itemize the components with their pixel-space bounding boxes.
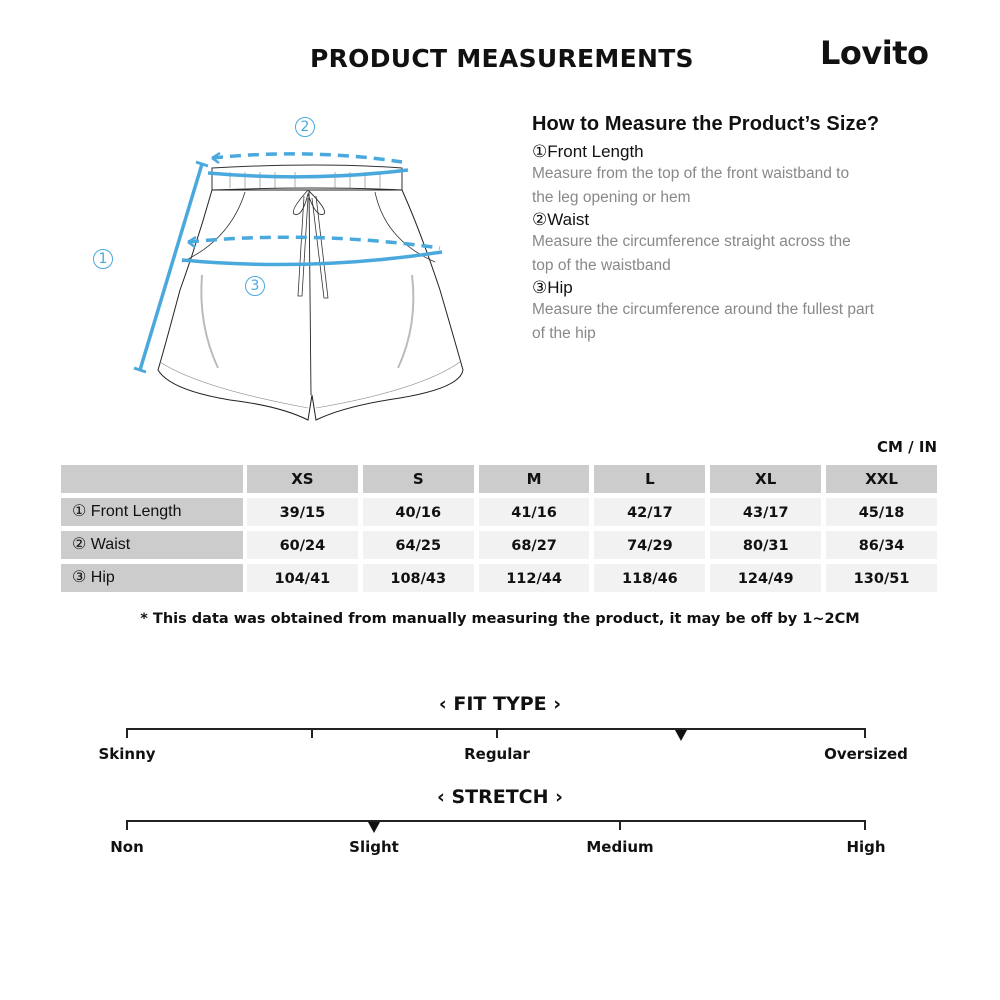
scale-tick xyxy=(619,820,621,830)
waist-desc-1: Measure the circumference straight across the xyxy=(532,233,851,250)
page-title: PRODUCT MEASUREMENTS xyxy=(310,44,694,73)
stretch-label-slight: Slight xyxy=(349,838,399,856)
waist-marker-label: 2 xyxy=(295,117,315,137)
waist-desc-2: top of the waistband xyxy=(532,257,671,274)
stretch-scale xyxy=(127,820,866,830)
fit-type-scale xyxy=(127,728,866,738)
stretch-label-medium: Medium xyxy=(586,838,654,856)
table-cell: 112/44 xyxy=(479,564,590,592)
stretch-indicator-icon xyxy=(368,822,380,833)
front-length-title: ①Front Length xyxy=(532,142,644,161)
table-cell: 80/31 xyxy=(710,531,821,559)
table-row xyxy=(61,564,937,592)
fit-label-skinny: Skinny xyxy=(98,745,156,763)
table-cell: 40/16 xyxy=(363,498,474,526)
size-table xyxy=(61,465,937,597)
shorts-diagram xyxy=(80,110,480,430)
size-header-s: S xyxy=(363,465,474,493)
scale-tick xyxy=(126,820,128,830)
unit-label: CM / IN xyxy=(877,438,937,456)
how-to-measure-panel xyxy=(532,113,932,346)
hip-marker-label: 3 xyxy=(245,276,265,296)
hip-desc-1: Measure the circumference around the fullest part xyxy=(532,301,875,318)
size-header-xs: XS xyxy=(247,465,358,493)
table-row xyxy=(61,531,937,559)
table-cell: 43/17 xyxy=(710,498,821,526)
hip-title: ③Hip xyxy=(532,278,573,297)
table-cell: 124/49 xyxy=(710,564,821,592)
table-row xyxy=(61,498,937,526)
row-label-waist: ② Waist xyxy=(61,531,243,559)
stretch-title: ‹ STRETCH › xyxy=(437,786,563,808)
table-cell: 86/34 xyxy=(826,531,937,559)
table-cell: 42/17 xyxy=(594,498,705,526)
table-cell: 104/41 xyxy=(247,564,358,592)
size-header-xxl: XXL xyxy=(826,465,937,493)
scale-tick xyxy=(496,728,498,738)
fit-type-title: ‹ FIT TYPE › xyxy=(438,693,562,715)
scale-tick xyxy=(864,728,866,738)
table-cell: 60/24 xyxy=(247,531,358,559)
shorts-illustration xyxy=(80,110,480,430)
table-cell: 45/18 xyxy=(826,498,937,526)
how-to-heading: How to Measure the Product’s Size? xyxy=(532,113,880,135)
measurement-note: * This data was obtained from manually measuring the product, it may be off by 1~2CM xyxy=(140,611,860,627)
scale-tick xyxy=(126,728,128,738)
front-length-marker-label: 1 xyxy=(93,249,113,269)
table-cell: 39/15 xyxy=(247,498,358,526)
table-cell: 41/16 xyxy=(479,498,590,526)
stretch-label-non: Non xyxy=(110,838,144,856)
fit-label-oversized: Oversized xyxy=(824,745,908,763)
front-length-desc-2: the leg opening or hem xyxy=(532,189,691,206)
waist-title: ②Waist xyxy=(532,210,590,229)
table-header-row xyxy=(61,465,937,493)
table-cell: 108/43 xyxy=(363,564,474,592)
size-header-xl: XL xyxy=(710,465,821,493)
hip-desc-2: of the hip xyxy=(532,325,596,342)
row-label-hip: ③ Hip xyxy=(61,564,243,592)
scale-tick xyxy=(864,820,866,830)
brand-logo: Lovito xyxy=(820,34,929,72)
fit-label-regular: Regular xyxy=(464,745,530,763)
fit-type-indicator-icon xyxy=(675,730,687,741)
table-cell: 68/27 xyxy=(479,531,590,559)
table-cell: 74/29 xyxy=(594,531,705,559)
stretch-label-high: High xyxy=(846,838,886,856)
size-header-m: M xyxy=(479,465,590,493)
size-header-l: L xyxy=(594,465,705,493)
row-label-front-length: ① Front Length xyxy=(61,498,243,526)
front-length-desc-1: Measure from the top of the front waistband to xyxy=(532,165,850,182)
scale-tick xyxy=(311,728,313,738)
table-cell: 118/46 xyxy=(594,564,705,592)
header-empty-cell xyxy=(61,465,243,493)
table-cell: 64/25 xyxy=(363,531,474,559)
table-cell: 130/51 xyxy=(826,564,937,592)
